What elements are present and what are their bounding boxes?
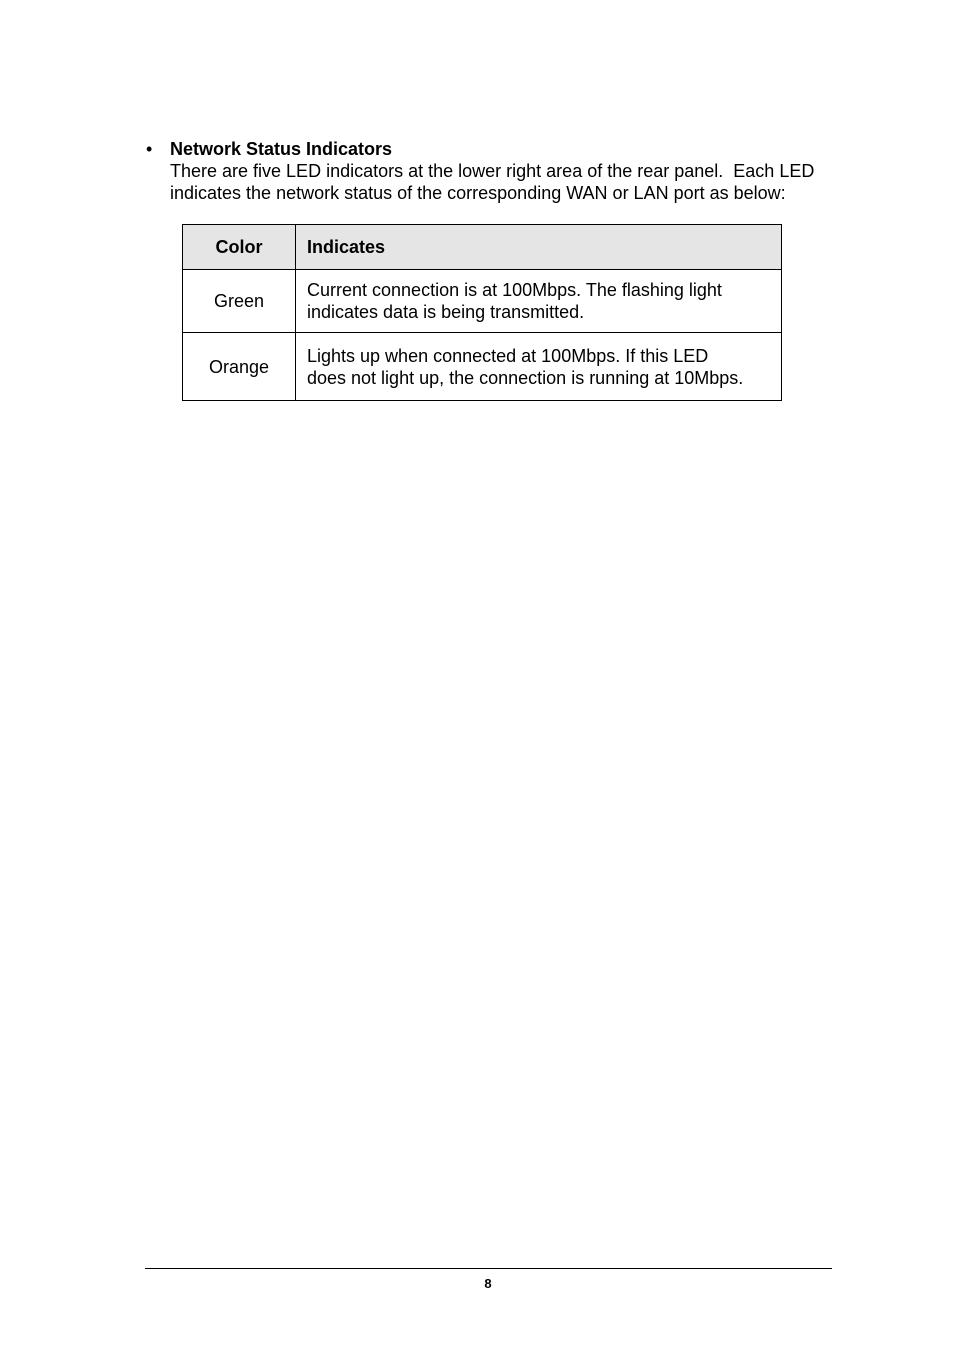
table-row bbox=[183, 270, 782, 333]
indicates-line: Lights up when connected at 100Mbps. If this LED bbox=[307, 345, 709, 366]
paragraph-line-2: indicates the network status of the corresponding WAN or LAN port as below: bbox=[170, 183, 786, 203]
header-indicates: Indicates bbox=[296, 225, 782, 270]
header-color: Color bbox=[183, 225, 296, 270]
paragraph-line-1: There are five LED indicators at the lower right area of the rear panel. Each LED bbox=[170, 161, 815, 181]
color-cell-green: Green bbox=[183, 270, 296, 333]
network-status-section bbox=[146, 138, 846, 204]
footer-divider bbox=[145, 1268, 832, 1269]
indicates-cell-green bbox=[296, 270, 782, 333]
indicates-cell-orange bbox=[296, 333, 782, 401]
indicates-line: indicates data is being transmitted. bbox=[307, 302, 585, 322]
bullet-point: • bbox=[146, 139, 153, 159]
section-body bbox=[170, 138, 846, 204]
section-paragraph bbox=[170, 160, 846, 204]
led-status-table bbox=[182, 224, 782, 401]
table-header-row bbox=[183, 225, 782, 270]
section-heading: Network Status Indicators bbox=[170, 139, 393, 159]
page-number: 8 bbox=[484, 1276, 492, 1291]
color-cell-orange: Orange bbox=[183, 333, 296, 401]
indicates-line: Current connection is at 100Mbps. The flashing light bbox=[307, 280, 722, 300]
indicates-line: does not light up, the connection is running at 10Mbps. bbox=[307, 367, 744, 388]
table-row bbox=[183, 333, 782, 401]
